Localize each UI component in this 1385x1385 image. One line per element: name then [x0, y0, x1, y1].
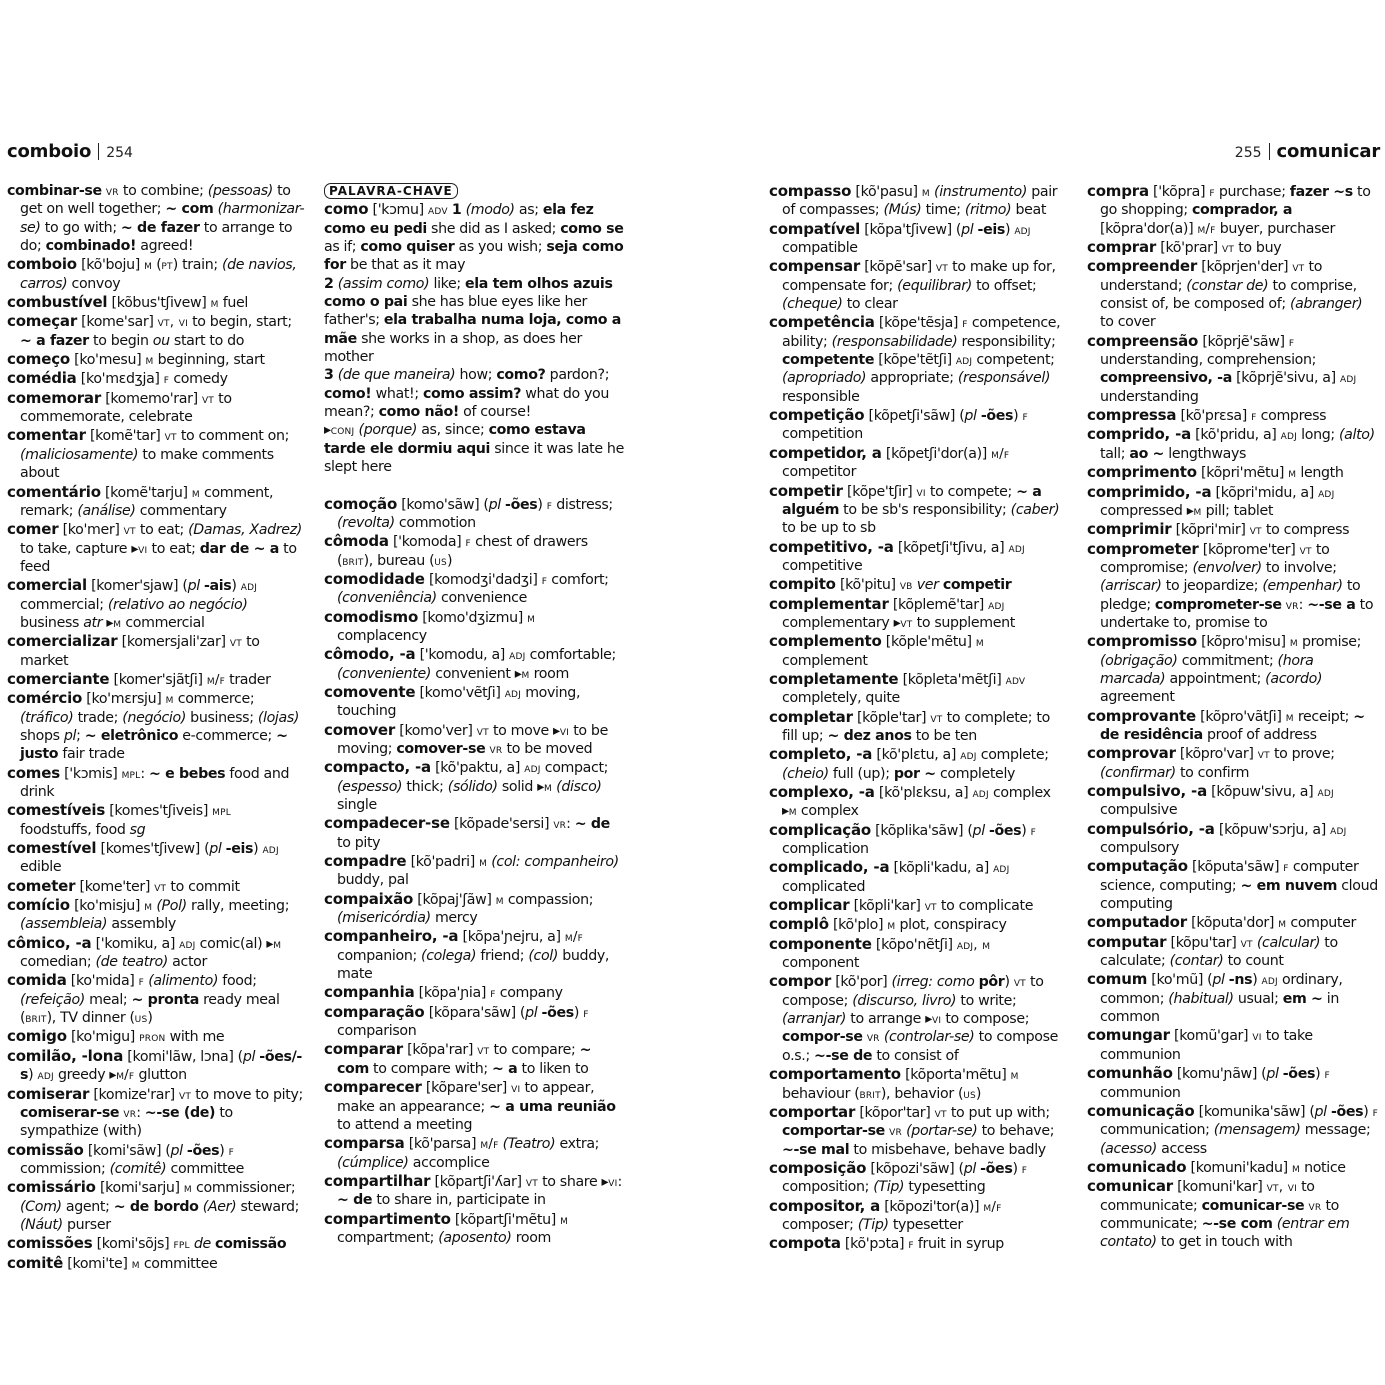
dictionary-entry: cometer [kome'ter] vt to commit — [7, 876, 240, 895]
dictionary-entry: comício [ko'misju] m (Pol) rally, meeting; (assembleia) assembly — [7, 896, 290, 933]
dictionary-entry: compasso [kõ'pasu] m (instrumento) pair of compasses; (Mús) time; (ritmo) beat — [769, 182, 1058, 219]
dictionary-entry: como ['kɔmu] adv 1 (modo) as; ela fez como eu pedi she did as I asked; como se as if; como quiser as you wish; seja como for be that as it may — [324, 200, 624, 274]
dictionary-entry: complemento [kõple'mẽtu] m complement — [769, 632, 984, 669]
dictionary-entry: comprovante [kõpro'vãtʃi] m receipt; ~ de residência proof of address — [1087, 706, 1365, 743]
dictionary-entry: comédia [ko'mɛdʒja] f comedy — [7, 369, 228, 388]
dictionary-entry: combustível [kõbus'tʃivew] m fuel — [7, 293, 248, 312]
dictionary-entry: ▸conj (porque) as, since; como estava tarde ele dormiu aqui since it was late he slept here — [324, 422, 624, 476]
running-head-left — [7, 141, 133, 164]
dictionary-entry: complexo, -a [kõ'plɛksu, a] adj complex ▸m complex — [769, 783, 1051, 820]
dictionary-entry: completamente [kõpleta'mẽtʃi] adv completely, quite — [769, 669, 1026, 707]
dictionary-entry: comprar [kõ'prar] vt to buy — [1087, 238, 1282, 257]
dictionary-entry: compartilhar [kõpartʃi'ʎar] vt to share ▸vi: ~ de to share in, participate in — [324, 1171, 622, 1209]
dictionary-entry: complementar [kõplemẽ'tar] adj complementary ▸vt to supplement — [769, 594, 1015, 631]
dictionary-entry: comprometer [kõprome'ter] vt to compromise; (envolver) to involve; (arriscar) to jeopardize; (empenhar) to pledge; comprometer-se vr: ~-se a to undertake to, promise to — [1087, 539, 1374, 631]
dictionary-entry: comportar [kõpor'tar] vt to put up with; comportar-se vr (portar-se) to behave; ~-se mal to misbehave, behave badly — [769, 1102, 1055, 1158]
dictionary-entry: compadecer-se [kõpade'sersi] vr: ~ de to pity — [324, 814, 610, 851]
dictionary-entry: comprimir [kõpri'mir] vt to compress — [1087, 520, 1350, 539]
dictionary-entry: comunicado [komuni'kadu] m notice — [1087, 1157, 1346, 1176]
dictionary-entry: começo [ko'mesu] m beginning, start — [7, 350, 265, 369]
dictionary-entry: comilão, -lona [komi'lãw, lɔna] (pl -ões/-s) adj greedy ▸m/f glutton — [7, 1046, 302, 1084]
dictionary-entry: compor [kõ'por] (irreg: como pôr) vt to compose; (discurso, livro) to write; (arranjar) to arrange ▸vi to compose; compor-se vr (controlar-se) to compose o.s.; ~-se de to consist of — [769, 972, 1058, 1064]
dictionary-entry: compreensão [kõprjẽ'sãw] f understanding, comprehension; compreensivo, -a [kõprjẽ'sivu, a] adj understanding — [1087, 331, 1357, 405]
dictionary-entry: comitê [komi'te] m committee — [7, 1253, 218, 1272]
dictionary-entry: complô [kõ'plo] m plot, conspiracy — [769, 915, 1007, 934]
dictionary-entry: comover [komo'ver] vt to move ▸vi to be moving; comover-se vr to be moved — [324, 720, 608, 757]
dictionary-entry: comigo [ko'migu] pron with me — [7, 1027, 225, 1046]
dictionary-entry: competência [kõpe'tẽsja] f competence, ability; (responsabilidade) responsibility; competente [kõpe'tẽtʃi] adj competent; (apropriado) appropriate; (responsável) responsible — [769, 313, 1061, 405]
column-4 — [1087, 182, 1379, 1252]
dictionary-entry: 2 (assim como) like; ela tem olhos azuis como o pai she has blue eyes like her father's; ela trabalha numa loja, como a mãe she works in a shop, as does her mother — [324, 275, 622, 366]
dictionary-entry: competidor, a [kõpetʃi'dor(a)] m/f competitor — [769, 443, 1010, 481]
dictionary-entry: combinar-se vr to combine; (pessoas) to get on well together; ~ com (harmonizar-se) to go with; ~ de fazer to arrange to do; combinado! agreed! — [7, 183, 305, 255]
dictionary-entry: complicar [kõpli'kar] vt to complicate — [769, 896, 1034, 915]
dictionary-entry: compartimento [kõpartʃi'mẽtu] m compartment; (aposento) room — [324, 1209, 569, 1246]
dictionary-entry: competitivo, -a [kõpetʃi'tʃivu, a] adj competitive — [769, 537, 1025, 574]
dictionary-entry: competição [kõpetʃi'sãw] (pl -ões) f competition — [769, 406, 1028, 443]
dictionary-entry: compota [kõ'pɔta] f fruit in syrup — [769, 1234, 1004, 1253]
dictionary-entry: comentário [komẽ'tarju] m comment, remark; (análise) commentary — [7, 482, 274, 519]
dictionary-entry: complicado, -a [kõpli'kadu, a] adj complicated — [769, 858, 1010, 895]
dictionary-entry: compulsório, -a [kõpuw'sɔrju, a] adj compulsory — [1087, 819, 1347, 857]
dictionary-entry: cômodo, -a ['komodu, a] adj comfortable; (conveniente) convenient ▸m room — [324, 645, 616, 682]
dictionary-entry: cômico, -a ['komiku, a] adj comic(al) ▸m comedian; (de teatro) actor — [7, 933, 282, 971]
dictionary-entry: comovente [komo'vẽtʃi] adj moving, touching — [324, 682, 581, 720]
dictionary-entry: comestíveis [komes'tʃiveis] mpl foodstuffs, food sg — [7, 801, 231, 838]
dictionary-entry: compositor, a [kõpozi'tor(a)] m/f composer; (Tip) typesetter — [769, 1196, 1002, 1233]
dictionary-entry: completo, -a [kõ'plɛtu, a] adj complete; (cheio) full (up); por ~ completely — [769, 745, 1049, 782]
dictionary-entry: compaixão [kõpaj'ʃãw] m compassion; (misericórdia) mercy — [324, 889, 594, 927]
dictionary-entry: completar [kõple'tar] vt to complete; to fill up; ~ dez anos to be ten — [769, 707, 1050, 744]
dictionary-entry: comissões [komi'sõjs] fpl de comissão — [7, 1234, 287, 1253]
dictionary-entry: comunhão [komu'ɲãw] (pl -ões) f communion — [1087, 1064, 1330, 1101]
dictionary-entry: comodidade [komodʒi'dadʒi] f comfort; (conveniência) convenience — [324, 569, 609, 607]
dictionary-entry: compensar [kõpẽ'sar] vt to make up for, compensate for; (equilibrar) to offset; (cheque) to clear — [769, 257, 1056, 313]
dictionary-entry: comparsa [kõ'parsa] m/f (Teatro) extra; (cúmplice) accomplice — [324, 1134, 600, 1171]
dictionary-entry: comiserar [komize'rar] vt to move to pity; comiserar-se vr: ~-se (de) to sympathize (with) — [7, 1084, 303, 1140]
dictionary-entry: comercial [komer'sjaw] (pl -ais) adj commercial; (relativo ao negócio) business atr ▸m commercial — [7, 576, 258, 631]
dictionary-entry: composição [kõpozi'sãw] (pl -ões) f composition; (Tip) typesetting — [769, 1158, 1028, 1196]
keyword-badge: PALAVRA-CHAVE — [324, 183, 458, 199]
dictionary-entry: compra ['kõpra] f purchase; fazer ~s to go shopping; comprador, a [kõpra'dor(a)] m/f buyer, purchaser — [1087, 182, 1371, 237]
dictionary-entry: comercializar [komersjali'zar] vt to market — [7, 632, 260, 669]
dictionary-entry: comunicar [komuni'kar] vt, vi to communicate; comunicar-se vr to communicate; ~-se com (entrar em contato) to get in touch with — [1087, 1177, 1350, 1251]
column-1 — [7, 182, 305, 1273]
dictionary-entry: comoção [komo'sãw] (pl -ões) f distress; (revolta) commotion — [324, 494, 613, 531]
dictionary-entry: compadre [kõ'padri] m (col: companheiro) buddy, pal — [324, 852, 619, 889]
dictionary-entry: comércio [ko'mɛrsju] m commerce; (tráfico) trade; (negócio) business; (lojas) shops pl; ~ eletrônico e-commerce; ~ justo fair trade — [7, 689, 300, 763]
dictionary-entry: comes ['kɔmis] mpl: ~ e bebes food and drink — [7, 763, 290, 800]
dictionary-entry: comestível [komes'tʃivew] (pl -eis) adj edible — [7, 839, 279, 876]
header-divider-left — [98, 143, 99, 160]
dictionary-entry: comprovar [kõpro'var] vt to prove; (confirmar) to confirm — [1087, 744, 1335, 781]
dictionary-entry: cômoda ['komoda] f chest of drawers (brit), bureau (us) — [324, 532, 588, 569]
dictionary-entry: compacto, -a [kõ'paktu, a] adj compact; (espesso) thick; (sólido) solid ▸m (disco) single — [324, 758, 609, 813]
dictionary-entry: computar [kõpu'tar] vt (calcular) to calculate; (contar) to count — [1087, 932, 1338, 970]
dictionary-entry: comungar [komũ'gar] vi to take communion — [1087, 1026, 1313, 1063]
dictionary-entry: complicação [kõplika'sãw] (pl -ões) f complication — [769, 820, 1037, 858]
dictionary-entry: 3 (de que maneira) how; como? pardon?; como! what!; como assim? what do you mean?; como não! of course! — [324, 367, 610, 421]
dictionary-entry: comer [ko'mer] vt to eat; (Damas, Xadrez) to take, capture ▸vi to eat; dar de ~ a to feed — [7, 520, 302, 575]
dictionary-entry: comparação [kõpara'sãw] (pl -ões) f comparison — [324, 1002, 589, 1040]
dictionary-entry: comprimido, -a [kõpri'midu, a] adj compressed ▸m pill; tablet — [1087, 482, 1335, 519]
column-3 — [769, 182, 1069, 1254]
dictionary-entry: comissão [komi'sãw] (pl -ões) f commission; (comitê) committee — [7, 1140, 245, 1177]
running-head-right — [1235, 141, 1380, 164]
dictionary-entry: compressa [kõ'prɛsa] f compress — [1087, 406, 1327, 425]
dictionary-entry: comportamento [kõporta'mẽtu] m behaviour (brit), behavior (us) — [769, 1065, 1019, 1102]
page-number-left: 254 — [106, 145, 133, 161]
dictionary-entry: comum [ko'mũ] (pl -ns) adj ordinary, common; (habitual) usual; em ~ in common — [1087, 970, 1343, 1026]
dictionary-entry: componente [kõpo'nẽtʃi] adj, m component — [769, 934, 991, 972]
dictionary-entry: computação [kõputa'sãw] f computer science, computing; ~ em nuvem cloud computing — [1087, 857, 1378, 913]
dictionary-entry: começar [kome'sar] vt, vi to begin, start; ~ a fazer to begin ou start to do — [7, 312, 292, 349]
dictionary-entry: comparecer [kõpare'ser] vi to appear, make an appearance; ~ a uma reunião to attend a meeting — [324, 1078, 616, 1133]
dictionary-entry: comprimento [kõpri'mẽtu] m length — [1087, 463, 1344, 482]
dictionary-entry: computador [kõputa'dor] m computer — [1087, 913, 1357, 932]
dictionary-entry: comentar [komẽ'tar] vt to comment on; (maliciosamente) to make comments about — [7, 426, 290, 482]
dictionary-entry: comodismo [komo'dʒizmu] m complacency — [324, 607, 536, 644]
dictionary-entry: comemorar [komemo'rar] vt to commemorate, celebrate — [7, 388, 232, 426]
keyword-badge-row — [324, 182, 624, 200]
dictionary-entry: comerciante [komer'sjãtʃi] m/f trader — [7, 669, 271, 688]
dictionary-entry: competir [kõpe'tʃir] vi to compete; ~ a alguém to be sb's responsibility; (caber) to be up to sb — [769, 481, 1060, 537]
guide-word-right: comunicar — [1276, 141, 1380, 162]
dictionary-entry: comida [ko'mida] f (alimento) food; (refeição) meal; ~ pronta ready meal (brit), TV dinner (us) — [7, 971, 280, 1027]
header-divider-right — [1269, 143, 1270, 160]
dictionary-entry: comparar [kõpa'rar] vt to compare; ~ com to compare with; ~ a to liken to — [324, 1040, 592, 1077]
dictionary-entry: companheiro, -a [kõpa'ɲejru, a] m/f companion; (colega) friend; (col) buddy, mate — [324, 927, 610, 983]
page-number-right: 255 — [1234, 145, 1262, 161]
dictionary-entry: companhia [kõpa'ɲia] f company — [324, 983, 563, 1002]
dictionary-entry: compito [kõ'pitu] vb ver competir — [769, 575, 1012, 594]
dictionary-entry: comprido, -a [kõ'pridu, a] adj long; (alto) tall; ao ~ lengthways — [1087, 425, 1375, 462]
dictionary-entry: compatível [kõpa'tʃivew] (pl -eis) adj compatible — [769, 219, 1031, 257]
dictionary-entry: comissário [komi'sarju] m commissioner; (Com) agent; ~ de bordo (Aer) steward; (Náut) purser — [7, 1178, 300, 1233]
dictionary-entry: compulsivo, -a [kõpuw'sivu, a] adj compulsive — [1087, 782, 1334, 819]
dictionary-entry: comboio [kõ'boju] m (pt) train; (de navios, carros) convoy — [7, 255, 297, 292]
dictionary-entry: comunicação [komunika'sãw] (pl -ões) f communication; (mensagem) message; (acesso) access — [1087, 1101, 1379, 1157]
column-2 — [324, 182, 624, 1247]
dictionary-entry: compromisso [kõpro'misu] m promise; (obrigação) commitment; (hora marcada) appointment; (acordo) agreement — [1087, 632, 1362, 706]
dictionary-entry: compreender [kõprjen'der] vt to understand; (constar de) to comprise, consist of, be composed of; (abranger) to cover — [1087, 257, 1363, 331]
guide-word-left: comboio — [7, 141, 92, 162]
